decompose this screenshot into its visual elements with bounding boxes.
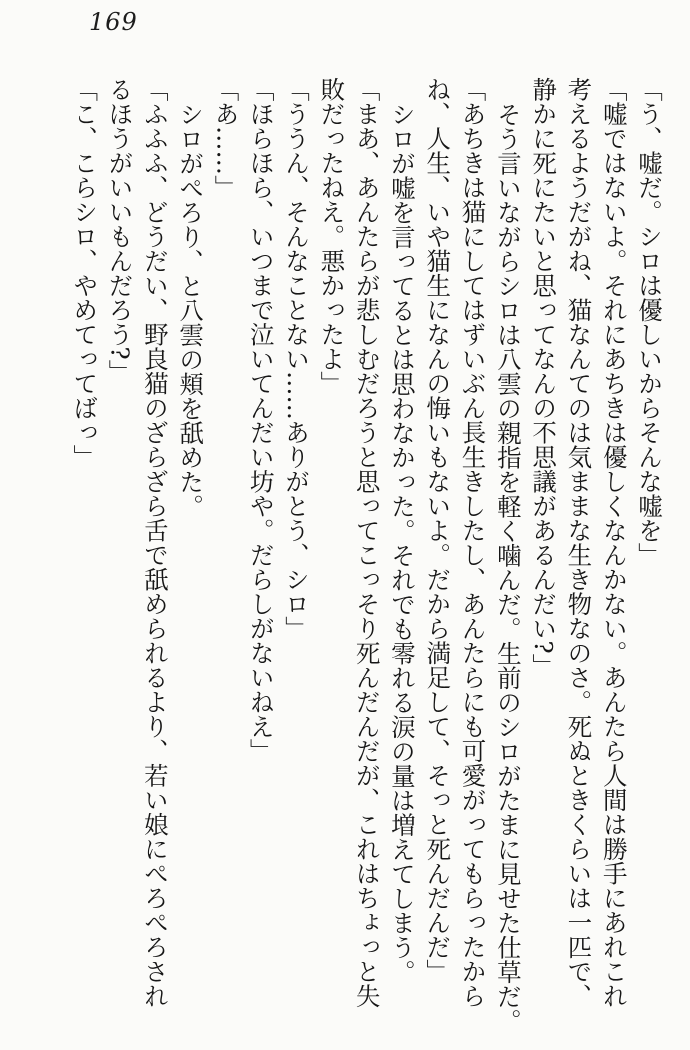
text-block: [67, 77, 667, 1033]
text-line: 「う、嘘だ。シロは優しいからそんな嘘を」: [635, 77, 664, 567]
text-line: シロが嘘を言ってるとは思わなかった。それでも零れる涙の量は増えてしまう。: [387, 101, 417, 984]
text-line: そう言いながらシロは八雲の親指を軽く噛んだ。生前のシロがたまに見せた仕草だ。: [493, 101, 523, 1033]
text-line: 静かに死にたいと思ってなんの不思議があるんだい?」: [529, 77, 559, 679]
text-line: 「あ……」: [211, 77, 241, 200]
text-line: 「まあ、あんたらが悲しむだろうと思ってこっそり死んだんだが、これはちょっと失: [352, 77, 382, 1008]
text-line: 「ううん、そんなことない……ありがとう、シロ」: [282, 77, 312, 641]
text-line: 「こ、こらシロ、やめてってばっ」: [70, 77, 100, 469]
text-line: 考えるようだがね、猫なんてのは気ままな生き物なのさ。死ぬときくらいは一匹で、: [564, 77, 594, 1008]
text-line: シロがぺろり、と八雲の頬を舐めた。: [176, 101, 206, 518]
text-line: 「ふふふ、どうだい、野良猫のざらざら舌で舐められるより、若い娘にぺろぺろされ: [140, 77, 170, 1008]
text-line: 敗だったねえ。悪かったよ」: [317, 77, 347, 396]
page-number: 169: [89, 8, 138, 36]
text-line: 「あちきは猫にしてはずいぶん長生きしたし、あんたらにも可愛がってもらったから: [458, 77, 488, 1008]
text-line: 「嘘ではないよ。それにあちきは優しくなんかない。あんたら人間は勝手にあれこれ: [599, 77, 629, 1008]
text-line: ね、人生、いや猫生になんの悔いもないよ。だから満足して、そっと死んだんだ」: [423, 77, 453, 984]
text-line: 「ほらほら、いつまで泣いてんだい坊や。だらしがないねえ」: [246, 77, 276, 763]
text-line: るほうがいいもんだろう?」: [105, 77, 135, 385]
